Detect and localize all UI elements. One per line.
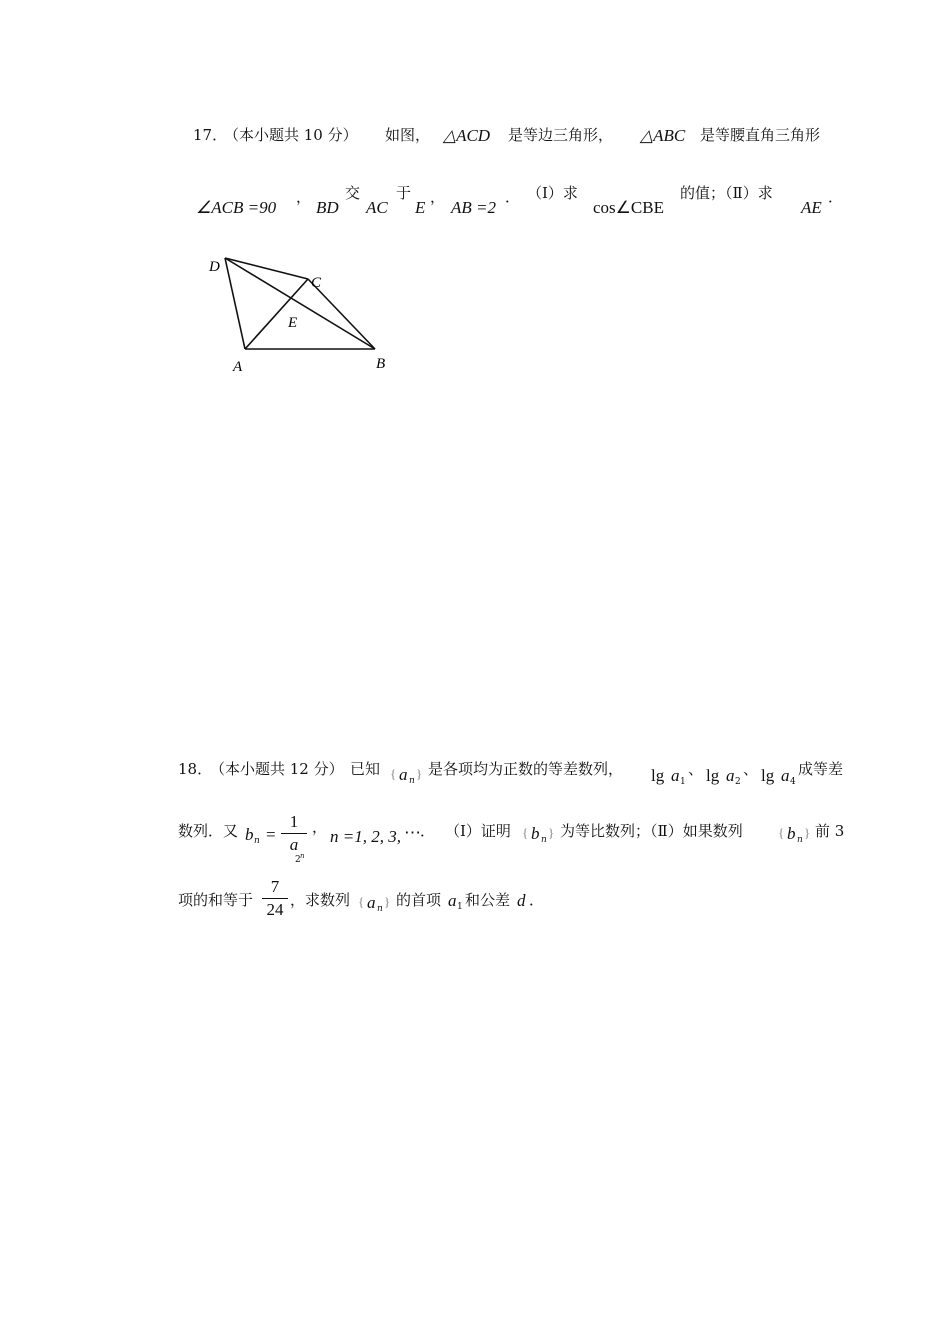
- q17-jiao: 交: [345, 184, 361, 202]
- q17-yu: 于: [396, 184, 412, 202]
- q17-triangle-abc: △ABC: [640, 126, 686, 145]
- q18-text: 已知: [350, 760, 381, 778]
- segment-dc: [225, 258, 308, 279]
- q17-cos-cbe: cos∠CBE: [593, 198, 664, 217]
- q18-sub-n: n: [409, 776, 415, 786]
- q18-text: 项的和等于: [178, 891, 254, 909]
- q18-lg: lg: [651, 766, 665, 785]
- geometry-figure: [200, 245, 400, 380]
- q18-a1: a: [671, 766, 680, 785]
- q18-d: d: [517, 891, 526, 910]
- label-d: D: [209, 259, 220, 275]
- q18-a2: a: [726, 766, 735, 785]
- q18-a-n: a: [399, 765, 408, 784]
- q18-b-n: b: [531, 824, 540, 843]
- q18-a-n: a: [367, 893, 376, 912]
- q18-lg: lg: [761, 766, 775, 785]
- q17-angle-acb: ∠ACB =90: [196, 198, 277, 217]
- q17-part1-end: 的值；（Ⅱ）求: [680, 184, 773, 202]
- q18-fraction-7-24: 7 24: [262, 877, 288, 920]
- q18-end: ．: [529, 891, 545, 909]
- q17-figure: [200, 245, 400, 384]
- q18-eq: =: [266, 825, 276, 844]
- q18-b-n: b: [787, 824, 796, 843]
- q17-period: ．: [505, 188, 521, 206]
- q17-line-2: [0, 184, 950, 224]
- q17-ae: AE: [801, 198, 822, 217]
- q17-line-1: [0, 120, 950, 160]
- q17-e: E: [415, 198, 426, 217]
- q17-part1: （Ⅰ）求: [527, 184, 578, 202]
- q18-dots: ⋯: [404, 823, 421, 842]
- q17-ab-eq: AB =2: [451, 198, 496, 217]
- q17-ac: AC: [366, 198, 388, 217]
- q17-end: ．: [828, 188, 844, 206]
- q18-comma: ，: [312, 818, 328, 836]
- q17-comma: ，: [296, 188, 312, 206]
- q18-dun: 、: [688, 760, 704, 778]
- q17-text: 是等边三角形，: [508, 126, 614, 144]
- q18-text: 是各项均为正数的等差数列，: [428, 760, 624, 778]
- label-b: B: [376, 356, 386, 372]
- q18-dun: 、: [743, 760, 759, 778]
- q18-text: 成等差: [798, 760, 844, 778]
- q18-part1-end: 为等比数列；（Ⅱ）如果数列: [560, 822, 743, 840]
- q18-points: （本小题共 12 分）: [210, 760, 344, 778]
- q17-triangle-acd: △ACD: [443, 126, 491, 145]
- q18-part1: （Ⅰ）证明: [445, 822, 511, 840]
- q18-period: ．: [420, 822, 436, 840]
- q17-text: 如图，: [385, 126, 431, 144]
- q17-comma: ，: [430, 188, 446, 206]
- q18-lg: lg: [706, 766, 720, 785]
- q18-text: ，求数列: [290, 891, 351, 909]
- q18-text: 前 3: [815, 822, 845, 840]
- q18-line-2: 数列．又 b n = 1 a 2 n ， n =1, 2, 3, ⋯ ． （Ⅰ）证明 { b n } 为等比数列；（Ⅱ）如果数列 { b n } 前 3: [178, 812, 845, 865]
- q18-number: 18．: [178, 760, 213, 778]
- q17-points: （本小题共 10 分）: [224, 126, 358, 144]
- label-a: A: [233, 359, 243, 375]
- q18-b-n: b: [245, 825, 254, 844]
- segment-db: [225, 258, 375, 349]
- q17-number: 17．: [193, 126, 228, 144]
- q18-line-3: 项的和等于 7 24 ，求数列 { a n } 的首项 a 1 和公差 d ．: [178, 877, 545, 919]
- q18-n-list: n =1, 2, 3,: [330, 827, 401, 846]
- q17-text: 是等腰直角三角形: [700, 126, 821, 144]
- label-e: E: [288, 315, 298, 331]
- q18-a4: a: [781, 766, 790, 785]
- label-c: C: [311, 275, 322, 291]
- q18-line-1: 18． （本小题共 12 分） 已知 { a n } 是各项均为正数的等差数列， lg a 1 、 lg a 2 、 lg a 4 成等差: [178, 760, 844, 787]
- q18-a1: a: [448, 891, 457, 910]
- q18-text: 的首项: [396, 891, 442, 909]
- q17-bd: BD: [316, 198, 339, 217]
- q18-fraction-bn: 1 a: [281, 812, 307, 855]
- segment-da: [225, 258, 245, 349]
- q18-text: 和公差: [465, 891, 511, 909]
- q18-text: 数列．又: [178, 822, 239, 840]
